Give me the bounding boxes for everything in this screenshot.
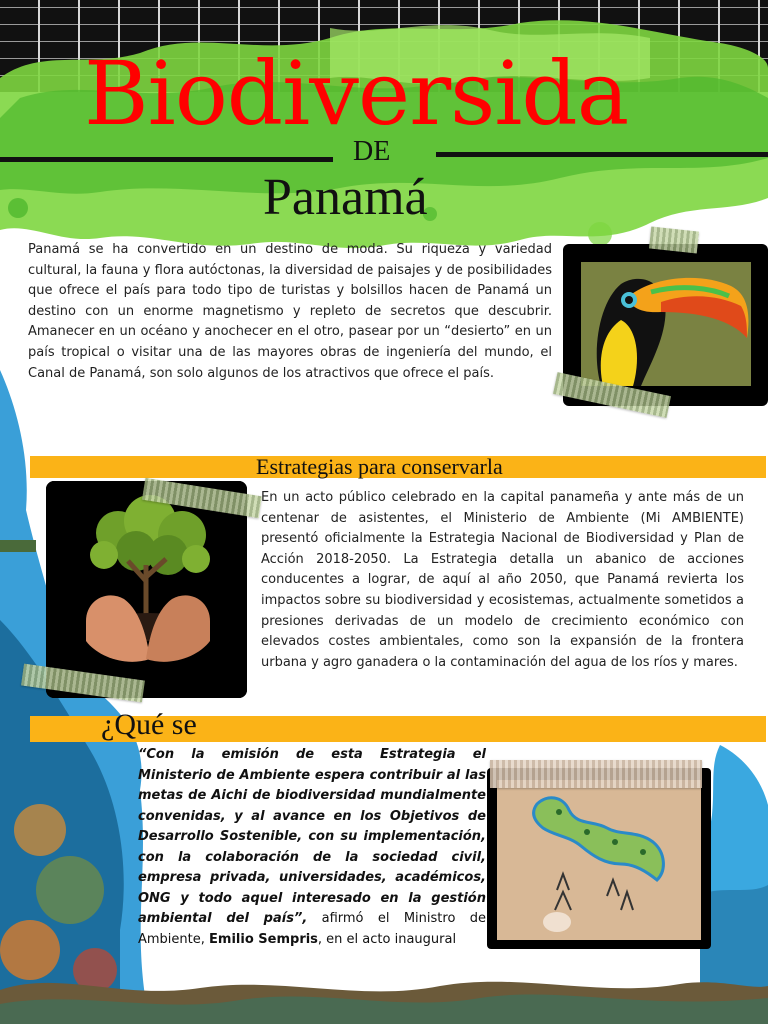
tree-in-hands-photo xyxy=(46,481,247,698)
toucan-photo-icon xyxy=(581,262,751,386)
coral-reef-decoration-bottom xyxy=(0,960,768,1024)
intro-paragraph: Panamá se ha convertido en un destino de moda. Su riqueza y variedad cultural, la fauna y flora autóctonas, la diversidad de paisajes y de posibilidades que ofrece el país para todo tipo de turistas y bolsillos hacen de Panamá un destino con un enorme magnetismo y repleto de secretos que descubrir. Amanecer en un océano y anochecer en el otro, pasear por un “desierto” en un país tropical o visitar una de las mayores obras de ingeniería del mundo, el Canal de Panamá, son solo algunos de los atractivos que ofrece el país. xyxy=(28,242,552,381)
page-title: Biodiversida xyxy=(84,42,629,145)
title-place: Panamá xyxy=(263,169,428,226)
quote-text: “Con la emisión de esta Estrategia el Ministerio de Ambiente espera contribuir al las metas de Aichi de biodiversidad mundialmente convenidas, y al avance en los Objetivos de Desarrollo Sostenible, con su implementación, con la colaboración de la sociedad civil, empresa privada, universidades, académicos, ONG y todo aquel interesado en la gestión ambiental del país”, xyxy=(138,747,486,926)
washi-tape-map xyxy=(490,760,702,788)
title-divider-right xyxy=(436,152,768,157)
tree-in-hands-icon xyxy=(46,481,247,698)
section-heading-strategies: Estrategias para conservarla xyxy=(256,454,503,479)
title-connector: DE xyxy=(353,136,391,167)
minister-quote xyxy=(138,745,486,950)
quote-attribution: afirmó el Ministro de Ambiente, xyxy=(138,911,487,947)
minister-name: Emilio Sempris xyxy=(209,931,318,947)
strategies-paragraph: En un acto público celebrado en la capital panameña y ante más de un centenar de asistentes, el Ministerio de Ambiente (Mi AMBIENTE) presentó oficialmente la Estrategia Nacional de Biodiversidad y Plan de Acción 2018-2050. La Estrategia detalla un abanico de acciones conducentes a lograr, de aquí al año 2050, que Panamá revierta los impactos sobre su biodiversidad y ecosistemas, actualmente sometidos a presiones derivadas de un modelo de crecimiento económico con elevados costes ambientales, como son la expansión de la frontera urbana y agro ganadera o la contaminación del agua de los ríos y mares. xyxy=(261,490,744,670)
title-divider-left xyxy=(0,157,333,162)
quote-closing: , en el acto inaugural xyxy=(317,931,457,947)
section-heading-what: ¿Qué se xyxy=(101,708,197,741)
panama-map-icon xyxy=(497,780,701,940)
panama-map-photo xyxy=(487,768,711,949)
